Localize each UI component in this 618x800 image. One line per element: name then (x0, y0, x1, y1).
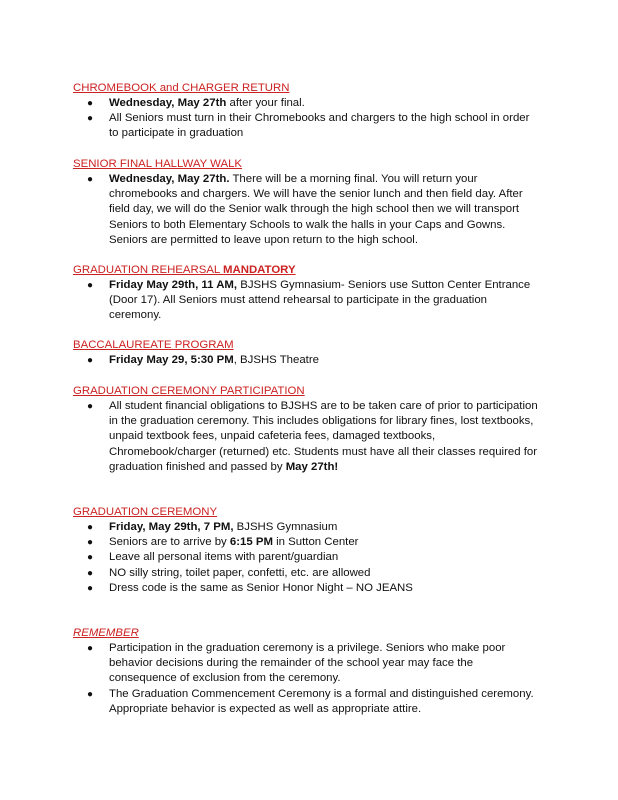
bullet-icon: ● (87, 174, 94, 185)
list-item: ● Seniors are to arrive by 6:15 PM in Sutton Center (0, 535, 539, 550)
bullet-icon: ● (87, 355, 94, 366)
bullet-icon: ● (87, 552, 94, 564)
bullet-icon: ● (87, 537, 94, 549)
baccalaureate-heading: BACCALAUREATE PROGRAM (73, 339, 234, 351)
participation-list (0, 399, 539, 475)
list-item: ● The Graduation Commencement Ceremony is a formal and distinguished ceremony. Appropriate behavior is expected as well as appropriate attire. (87, 687, 534, 715)
remember-list (0, 641, 539, 717)
list-item: ● NO silly string, toilet paper, confetti, etc. are allowed (0, 566, 539, 581)
participation-heading: GRADUATION CEREMONY PARTICIPATION (73, 385, 305, 397)
ceremony-list (0, 520, 539, 596)
bullet-icon: ● (87, 643, 94, 654)
list-item: ● Leave all personal items with parent/guardian (0, 550, 539, 565)
remember-heading: REMEMBER (73, 627, 139, 639)
chromebook-heading: CHROMEBOOK and CHARGER RETURN (73, 82, 290, 94)
bullet-icon: ● (87, 113, 94, 125)
bullet-icon: ● (87, 688, 94, 700)
chromebook-list (0, 96, 539, 142)
list-item: ● Wednesday, May 27th after your final. (0, 96, 539, 111)
hallway-heading: SENIOR FINAL HALLWAY WALK (73, 158, 242, 170)
list-item: ● All student financial obligations to BJSHS are to be taken care of prior to participation in the graduation ceremony. This includes obligations for library fines, lost textbooks, unpaid textbook fees, unpaid cafeteria fees, damaged textbooks, Chromebook/charger (returned) etc. Students must have all their classes required for graduation finished and passed by May 27th! (87, 400, 538, 473)
rehearsal-heading: GRADUATION REHEARSAL MANDATORY (73, 264, 296, 276)
list-item: ● Wednesday, May 27th. There will be a morning final. You will return your chromebooks and chargers. We will have the senior lunch and then field day. After field day, we will do the Senior walk through the high school then we will transport Seniors to both Elementary Schools to walk the halls in your Caps and Gowns. Seniors are permitted to leave upon return to the high school. (87, 173, 523, 246)
list-item: ● Friday May 29, 5:30 PM, BJSHS Theatre (0, 353, 539, 368)
list-item: ● Participation in the graduation ceremony is a privilege. Seniors who make poor behavior decisions during the remainder of the school year may face the consequence of exclusion from the ceremony. (87, 642, 506, 685)
hallway-list (0, 172, 539, 248)
bullet-icon: ● (87, 98, 94, 109)
bullet-icon: ● (87, 567, 94, 579)
baccalaureate-list (0, 353, 539, 368)
list-item: ● Dress code is the same as Senior Honor Night – NO JEANS (0, 581, 539, 596)
rehearsal-list (0, 278, 539, 324)
bullet-icon: ● (87, 280, 94, 291)
list-item: ● Friday, May 29th, 7 PM, BJSHS Gymnasium (0, 520, 539, 535)
list-item: ● All Seniors must turn in their Chromebooks and chargers to the high school in order to participate in graduation (87, 112, 530, 140)
bullet-icon: ● (87, 582, 94, 594)
bullet-icon: ● (87, 522, 94, 533)
bullet-icon: ● (87, 401, 94, 412)
list-item: ● Friday May 29th, 11 AM, BJSHS Gymnasium- Seniors use Sutton Center Entrance (Door 17). All Seniors must attend rehearsal to participate in the graduation ceremony. (87, 279, 531, 322)
ceremony-heading: GRADUATION CEREMONY (73, 506, 218, 518)
